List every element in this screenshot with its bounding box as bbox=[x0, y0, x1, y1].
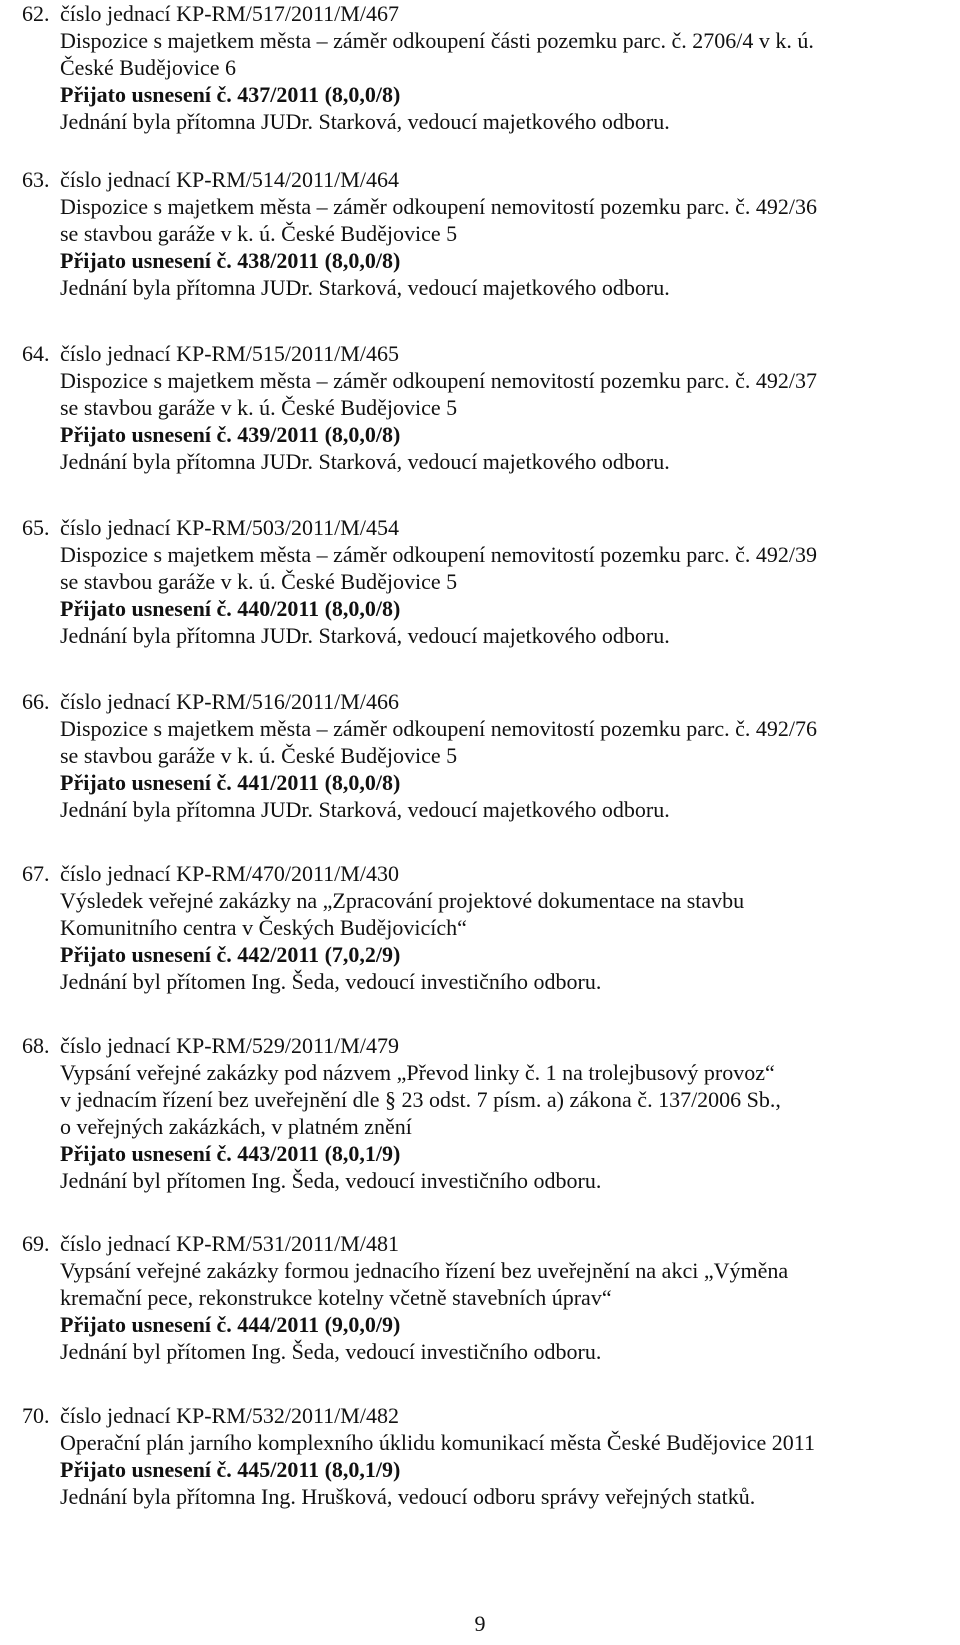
item-title-line: Dispozice s majetkem města – záměr odkoupení nemovitostí pozemku parc. č. 492/39 bbox=[60, 542, 817, 567]
item-number: 65. bbox=[22, 515, 50, 540]
reference-number: číslo jednací KP-RM/514/2011/M/464 bbox=[60, 167, 399, 192]
attendance-note: Jednání byl přítomen Ing. Šeda, vedoucí investičního odboru. bbox=[60, 1339, 602, 1364]
reference-number: číslo jednací KP-RM/516/2011/M/466 bbox=[60, 689, 399, 714]
item-title-line: České Budějovice 6 bbox=[60, 55, 236, 80]
item-number: 70. bbox=[22, 1403, 50, 1428]
page-number: 9 bbox=[474, 1611, 486, 1636]
attendance-note: Jednání byl přítomen Ing. Šeda, vedoucí investičního odboru. bbox=[60, 969, 602, 994]
agenda-item-66 bbox=[22, 688, 942, 823]
item-title-line: Dispozice s majetkem města – záměr odkoupení nemovitostí pozemku parc. č. 492/76 bbox=[60, 716, 817, 741]
resolution: Přijato usnesení č. 441/2011 (8,0,0/8) bbox=[60, 770, 401, 795]
resolution: Přijato usnesení č. 437/2011 (8,0,0/8) bbox=[60, 82, 401, 107]
item-title-line: Operační plán jarního komplexního úklidu komunikací města České Budějovice 2011 bbox=[60, 1430, 815, 1455]
attendance-note: Jednání byla přítomna JUDr. Starková, vedoucí majetkového odboru. bbox=[60, 623, 670, 648]
agenda-item-69 bbox=[22, 1230, 942, 1365]
resolution: Přijato usnesení č. 439/2011 (8,0,0/8) bbox=[60, 422, 401, 447]
item-title-line: Dispozice s majetkem města – záměr odkoupení části pozemku parc. č. 2706/4 v k. ú. bbox=[60, 28, 814, 53]
item-number: 64. bbox=[22, 341, 50, 366]
agenda-item-67 bbox=[22, 860, 942, 995]
reference-number: číslo jednací KP-RM/517/2011/M/467 bbox=[60, 1, 399, 26]
resolution: Přijato usnesení č. 440/2011 (8,0,0/8) bbox=[60, 596, 401, 621]
item-title-line: Vypsání veřejné zakázky formou jednacího řízení bez uveřejnění na akci „Výměna bbox=[60, 1258, 789, 1283]
item-title-line: kremační pece, rekonstrukce kotelny včetně stavebních úprav“ bbox=[60, 1285, 612, 1310]
attendance-note: Jednání byla přítomna Ing. Hrušková, vedoucí odboru správy veřejných statků. bbox=[60, 1484, 756, 1509]
reference-number: číslo jednací KP-RM/531/2011/M/481 bbox=[60, 1231, 399, 1256]
item-number: 68. bbox=[22, 1033, 50, 1058]
item-title-line: se stavbou garáže v k. ú. České Budějovice 5 bbox=[60, 221, 458, 246]
attendance-note: Jednání byl přítomen Ing. Šeda, vedoucí investičního odboru. bbox=[60, 1168, 602, 1193]
item-title-line: v jednacím řízení bez uveřejnění dle § 23 odst. 7 písm. a) zákona č. 137/2006 Sb., bbox=[60, 1087, 781, 1112]
agenda-item-64 bbox=[22, 340, 942, 475]
resolution: Přijato usnesení č. 444/2011 (9,0,0/9) bbox=[60, 1312, 401, 1337]
attendance-note: Jednání byla přítomna JUDr. Starková, vedoucí majetkového odboru. bbox=[60, 109, 670, 134]
item-title-line: Vypsání veřejné zakázky pod názvem „Převod linky č. 1 na trolejbusový provoz“ bbox=[60, 1060, 775, 1085]
agenda-item-65 bbox=[22, 514, 942, 649]
attendance-note: Jednání byla přítomna JUDr. Starková, vedoucí majetkového odboru. bbox=[60, 449, 670, 474]
item-title-line: Výsledek veřejné zakázky na „Zpracování projektové dokumentace na stavbu bbox=[60, 888, 745, 913]
item-number: 62. bbox=[22, 1, 50, 26]
item-title-line: Komunitního centra v Českých Budějovicích“ bbox=[60, 915, 467, 940]
item-number: 63. bbox=[22, 167, 50, 192]
item-title-line: Dispozice s majetkem města – záměr odkoupení nemovitostí pozemku parc. č. 492/36 bbox=[60, 194, 817, 219]
item-title-line: se stavbou garáže v k. ú. České Budějovice 5 bbox=[60, 569, 458, 594]
resolution: Přijato usnesení č. 443/2011 (8,0,1/9) bbox=[60, 1141, 401, 1166]
agenda-item-68 bbox=[22, 1032, 942, 1194]
item-number: 69. bbox=[22, 1231, 50, 1256]
item-title-line: Dispozice s majetkem města – záměr odkoupení nemovitostí pozemku parc. č. 492/37 bbox=[60, 368, 817, 393]
reference-number: číslo jednací KP-RM/503/2011/M/454 bbox=[60, 515, 399, 540]
item-title-line: se stavbou garáže v k. ú. České Budějovice 5 bbox=[60, 395, 458, 420]
reference-number: číslo jednací KP-RM/529/2011/M/479 bbox=[60, 1033, 399, 1058]
item-number: 66. bbox=[22, 689, 50, 714]
item-title-line: se stavbou garáže v k. ú. České Budějovice 5 bbox=[60, 743, 458, 768]
attendance-note: Jednání byla přítomna JUDr. Starková, vedoucí majetkového odboru. bbox=[60, 797, 670, 822]
agenda-item-63 bbox=[22, 166, 942, 301]
resolution: Přijato usnesení č. 438/2011 (8,0,0/8) bbox=[60, 248, 401, 273]
item-title-line: o veřejných zakázkách, v platném znění bbox=[60, 1114, 412, 1139]
attendance-note: Jednání byla přítomna JUDr. Starková, vedoucí majetkového odboru. bbox=[60, 275, 670, 300]
reference-number: číslo jednací KP-RM/532/2011/M/482 bbox=[60, 1403, 399, 1428]
item-number: 67. bbox=[22, 861, 50, 886]
reference-number: číslo jednací KP-RM/470/2011/M/430 bbox=[60, 861, 399, 886]
reference-number: číslo jednací KP-RM/515/2011/M/465 bbox=[60, 341, 399, 366]
agenda-item-70 bbox=[22, 1402, 942, 1510]
agenda-item-62 bbox=[22, 0, 942, 135]
resolution: Přijato usnesení č. 442/2011 (7,0,2/9) bbox=[60, 942, 401, 967]
resolution: Přijato usnesení č. 445/2011 (8,0,1/9) bbox=[60, 1457, 401, 1482]
